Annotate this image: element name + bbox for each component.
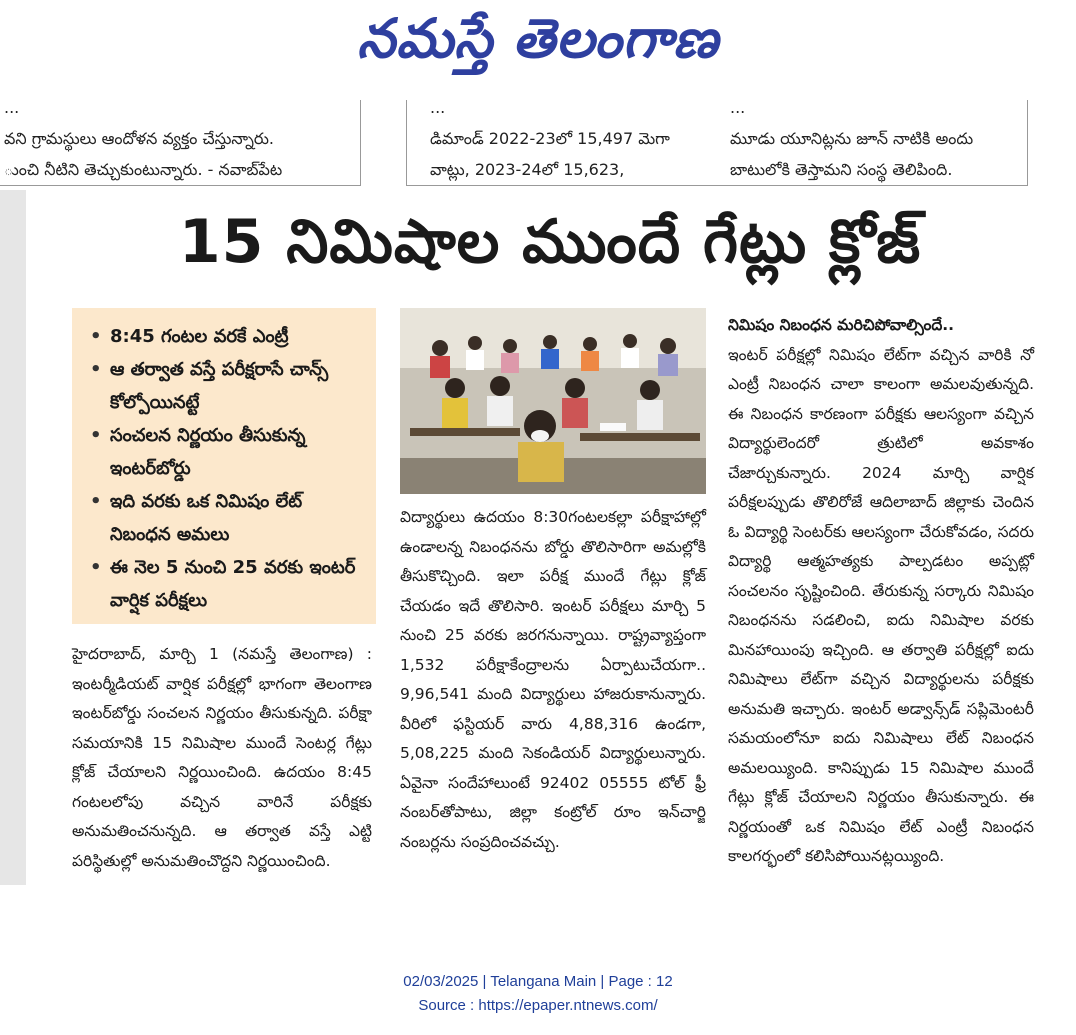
- prev-story-mid: [430, 92, 710, 185]
- highlights-list: [72, 320, 376, 617]
- prev-right-line: మూడు యూనిట్లను జూన్ నాటికి అందు: [730, 129, 974, 148]
- column-2-text: విద్యార్థులు ఉదయం 8:30గంటలకల్లా పరీక్షాహాల్లో ఉండాలన్న నిబంధనను బోర్డు తొలిసారిగా అమల్లోకి తీసుకొచ్చింది. ఇలా పరీక్ష ముందే గేట్లు క్లోజ్ చేయడం ఇదే తొలిసారి. ఇంటర్ పరీక్షలు మార్చి 5 నుంచి 25 వరకు జరగనున్నాయి. రాష్ట్రవ్యాప్తంగా 1,532 పరీక్షాకేంద్రాలను ఏర్పాటుచేయగా.. 9,96,541 మంది విద్యార్థులు హాజరుకానున్నారు. వీరిలో ఫస్టియర్ వారు 4,88,316 ఉండగా, 5,08,225 మంది సెకండియర్ విద్యార్థులున్నారు. ఏవైనా సందేహాలుంటే 92402 05555 టోల్ ఫ్రీ నంబర్‌తోపాటు, జిల్లా కంట్రోల్ రూం ఇన్‌చార్జి నంబర్లను సంప్రదించవచ్చు.: [400, 508, 706, 851]
- photo-illustration: [400, 308, 706, 494]
- page-footer: [0, 970, 1076, 1018]
- prev-left-line: ...: [4, 98, 20, 117]
- column-3-subhead: నిమిషం నిబంధన మరిచిపోవాల్సిందే..: [728, 316, 955, 334]
- prev-right-line: బాటులోకి తెస్తామని సంస్థ తెలిపింది.: [730, 160, 953, 179]
- prev-left-line: వని గ్రామస్థులు ఆందోళన వ్యక్తం చేస్తున్నారు.: [4, 129, 275, 148]
- footer-source: Source : https://epaper.ntnews.com/: [418, 997, 658, 1014]
- highlight-item: • ఆ తర్వాత వస్తే పరీక్షరాసే చాన్స్ కోల్పోయినట్టే: [90, 353, 368, 419]
- highlight-item: • సంచలన నిర్ణయం తీసుకున్న ఇంటర్‌బోర్డు: [90, 419, 368, 485]
- prev-right-line: ...: [730, 98, 746, 117]
- article-column-3: [728, 311, 1034, 872]
- masthead: [0, 0, 1076, 92]
- prev-mid-line: డిమాండ్ 2022-23లో 15,497 మెగా: [430, 129, 670, 148]
- highlight-item: • ఇది వరకు ఒక నిమిషం లేట్ నిబంధన అమలు: [90, 485, 368, 551]
- column-3-text: ఇంటర్ పరీక్షల్లో నిమిషం లేట్‌గా వచ్చిన వారికి నో ఎంట్రీ నిబంధన చాలా కాలంగా అమలవుతున్నది. ఈ నిబంధన కారణంగా పరీక్షకు ఆలస్యంగా వచ్చిన విద్యార్థులెందరో త్రుటిలో అవకాశం చేజార్చుకున్నారు. 2024 మార్చి వార్షిక పరీక్షలప్పుడు తొలిరోజే ఆదిలాబాద్ జిల్లాకు చెందిన ఓ విద్యార్థి సెంటర్‌కు ఆలస్యంగా చేరుకోవడం, సదరు విద్యార్థి ఆత్మహత్యకు పాల్పడటం అప్పట్లో సంచలనం సృష్టించింది. తేరుకున్న సర్కారు నిమిషం నిబంధనను సడలించి, ఐదు నిమిషాల వరకు మినహాయింపు ఇచ్చింది. ఆ తర్వాతి పరీక్షల్లో ఐదు నిమిషాలు లేట్‌గా వచ్చిన విద్యార్థులను పరీక్షకు అనుమతి ఇచ్చారు. ఇంటర్ అడ్వాన్స్‌డ్ సప్లిమెంటరీ సమయంలోనూ ఐదు నిమిషాలు లేట్ నిబంధన అమలయ్యింది. కానిప్పుడు 15 నిమిషాల ముందే గేట్లు క్లోజ్ చేయాలని నిర్ణయం తీసుకున్నారు. ఈ నిర్ణయంతో ఒక నిమిషం లేట్ ఎంట్రీ నిబంధన కాలగర్భంలో కలిసిపోయినట్లయ్యింది.: [728, 345, 1034, 865]
- prev-mid-line: ...: [430, 98, 446, 117]
- prev-story-right: [730, 92, 1020, 185]
- highlight-item: • 8:45 గంటల వరకే ఎంట్రీ: [90, 320, 368, 353]
- article-column-1: [72, 640, 372, 876]
- footer-date-page: 02/03/2025 | Telangana Main | Page : 12: [403, 973, 673, 990]
- prev-story-left: [4, 92, 356, 185]
- prev-mid-line: వాట్లు, 2023-24లో 15,623,: [430, 160, 625, 179]
- highlights-box: [72, 308, 376, 624]
- newspaper-logo: నమస్తే తెలంగాణ: [357, 6, 719, 70]
- page-margin-strip: [0, 190, 26, 885]
- prev-left-line: ుంచి నీటిని తెచ్చుకుంటున్నారు. - నవాబ్‌పేట: [4, 160, 283, 179]
- article-headline: 15 నిమిషాల ముందే గేట్లు క్లోజ్: [178, 207, 922, 277]
- highlight-item: • ఈ నెల 5 నుంచి 25 వరకు ఇంటర్ వార్షిక పరీక్షలు: [90, 551, 368, 617]
- exam-hall-photo: [400, 308, 706, 494]
- article-column-2: [400, 503, 706, 857]
- column-1-text: హైదరాబాద్, మార్చి 1 (నమస్తే తెలంగాణ) : ఇంటర్మీడియట్ వార్షిక పరీక్షల్లో భాగంగా తెలంగాణ ఇంటర్‌బోర్డు సంచలన నిర్ణయం తీసుకున్నది. పరీక్షా సమయానికి 15 నిమిషాల ముందే సెంటర్ల గేట్లు క్లోజ్ చేయాలని నిర్ణయించింది. ఉదయం 8:45 గంటలలోపు వచ్చిన వారినే పరీక్షకు అనుమతించనున్నది. ఆ తర్వాత వస్తే ఎట్టి పరిస్థితుల్లో అనుమతించొద్దని నిర్ణయించింది.: [72, 645, 372, 870]
